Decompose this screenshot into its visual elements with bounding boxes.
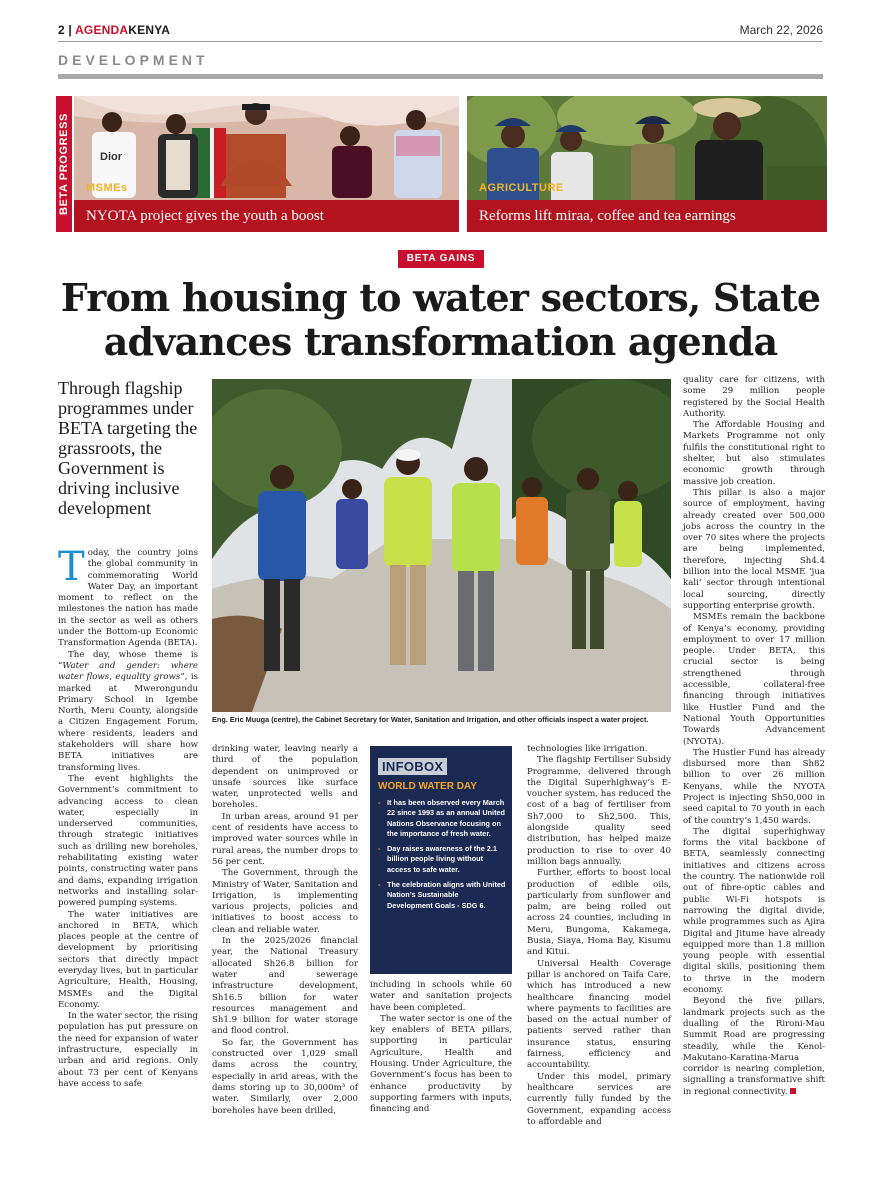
infobox-world-water-day: [370, 746, 512, 974]
infobox-subtitle: WORLD WATER DAY: [378, 781, 477, 792]
card-category-tag: MSMEs: [86, 182, 128, 194]
issue-date: March 22, 2026: [739, 23, 823, 37]
article-column-2: [212, 744, 358, 1117]
article-column-5: [683, 375, 825, 1098]
photo-caption: Eng. Eric Muuga (centre), the Cabinet Secretary for Water, Sanitation and Irrigation, and other officials inspect a water project.: [212, 715, 649, 724]
paragraph: The water sector is one of the key enablers of BETA pillars, supporting in particular Agriculture, Health and Housing. Under Agriculture, the Government’s focus has been to enhance productivity by supporting farmers with inputs, financing and: [370, 1013, 512, 1115]
section-divider: [58, 74, 823, 79]
infobox-item: - It has been observed every March 22 since 1993 as an annual United Nations Observance focusing on the importance of fresh water.: [378, 798, 506, 839]
paragraph: Under this model, primary healthcare services are currently fully funded by the Government, expanding access to affordable and: [527, 1071, 671, 1127]
paragraph: quality care for citizens, with some 29 million people registered by the Social Health Authority.: [683, 375, 825, 419]
promo-card-agriculture[interactable]: [467, 96, 827, 232]
infobox-list: [378, 798, 506, 916]
section-label: DEVELOPMENT: [58, 52, 209, 68]
article-standfirst: Through flagship programmes under BETA targeting the grassroots, the Government is driving inclusive development: [58, 378, 198, 518]
article-headline: From housing to water sectors, State advances transformation agenda: [60, 275, 821, 364]
header-divider: [58, 41, 823, 42]
paragraph: The Hustler Fund has already disbursed more than Sh82 billion to over 26 million Kenyans, while the NYOTA Project is injecting Sh50,000 in seed capital to 70 youth in each of the country’s 1,450 wards.: [683, 747, 825, 826]
article-column-3: [370, 980, 512, 1116]
paragraph: Universal Health Coverage pillar is anchored on Taifa Care, which has introduced a new healthcare financing model where payments to facilities are based on the actual number of patients served rather than insurance status, ensuring fairness, efficiency and accountability.: [527, 958, 671, 1071]
paragraph: Today, the country joins the global community in commemorating World Water Day, an important moment to reflect on the milestones the nation has made in the sector as well as others under the Bottom-up Economic Transformation Agenda (BETA).: [58, 544, 198, 649]
water-project-photo: [212, 379, 671, 712]
promo-card-msmes[interactable]: [74, 96, 459, 232]
paragraph: In urban areas, around 91 per cent of residents have access to improved water sources while in rural areas, the number drops to 56 per cent.: [212, 811, 358, 867]
tshirt-print: Dior: [100, 151, 122, 163]
paragraph: The Government, through the Ministry of Water, Sanitation and Irrigation, is implementing various projects, policies and initiatives to boost access to clean and reliable water.: [212, 868, 358, 935]
paragraph: The water initiatives are anchored in BETA, which places people at the centre of development by prioritising sectors that directly impact everyday lives, but in particular Agriculture, Health, Housing, MSMEs and the Digital Economy.: [58, 909, 198, 1010]
beta-progress-label: BETA PROGRESS: [56, 96, 72, 232]
paragraph: This pillar is also a major source of employment, having already created over 500,000 jobs across the country in the over 70 sites where the projects are being implemented, therefore, injecting Sh4.4 billion into the local MSME ‘jua kali’ sector through intentional local sourcing, directly supporting enterprise growth.: [683, 487, 825, 611]
paragraph: The digital superhighway forms the vital backbone of BETA, seamlessly connecting initiatives and citizens across the country. The nationwide roll out of fibre-optic cables and public Wi-Fi hotspots is narrowing the digital divide, while programmes such as Ajira Digital and Jitume have already equipped more than 1.8 million young people with essential digital skills, positioning them to thrive in the modern economy.: [683, 826, 825, 996]
article-kicker: BETA GAINS: [398, 250, 484, 268]
infobox-item: - Day raises awareness of the 2.1 billion people living without access to safe water.: [378, 844, 506, 875]
paragraph: Further, efforts to boost local production of edible oils, particularly from sunflower and palm, are being rolled out across 24 counties, including in Meru, Bungoma, Kakamega, Busia, Siaya, Homa Bay, Kisumu and Kitui.: [527, 868, 671, 958]
paragraph: In the 2025/2026 financial year, the National Treasury allocated Sh26.8 billion for water and sewerage infrastructure development, Sh16.5 billion for water resources management and Sh1.9 billion for water storage and flood control.: [212, 936, 358, 1037]
paragraph: The flagship Fertiliser Subsidy Programme, delivered through the Digital Superhighway’s E-voucher system, has reduced the cost of a bag of fertiliser from Sh7,000 to Sh2,500. This, alongside quality seed distribution, has helped maize production to rise to over 40 million bags annually.: [527, 755, 671, 867]
article-column-4: [527, 744, 671, 1128]
theme-quote: Water and gender: where water flows, equality grows: [58, 660, 198, 683]
article-column-1: [58, 544, 199, 1090]
paragraph: The Affordable Housing and Markets Programme not only fulfils the constitutional right to shelter, but also stimulates economic growth through massive job creation.: [683, 420, 825, 487]
end-mark-icon: [790, 1088, 796, 1094]
drop-cap: T: [58, 544, 85, 590]
paragraph: The event highlights the Government’s commitment to advancing access to clean water, especially in underserved communities, through strategic initiatives such as drilling new boreholes, rehabilitating existing water points, constructing water pans and dams, expanding irrigation networks and installing solar-powered pumping systems.: [58, 773, 198, 909]
brand-agenda: AGENDA: [75, 23, 129, 37]
page-number: 2 |: [58, 23, 76, 37]
infobox-title: INFOBOX: [378, 758, 447, 775]
brand-kenya: KENYA: [128, 23, 171, 37]
infobox-item: - The celebration aligns with United Nation’s Sustainable Development Goals - SDG 6.: [378, 880, 506, 911]
paragraph: Beyond the five pillars, landmark projects such as the dualling of the Rironi-Mau Summit Road are progressing steadily, while the Kenol-Makutano-Karatina-Marua corridor is nearing completion, signalling a transformative shift in regional connectivity.: [683, 996, 825, 1097]
paragraph: drinking water, leaving nearly a third of the population dependent on unimproved or unsafe sources like surface water, unprotected wells and boreholes.: [212, 744, 358, 811]
paragraph: MSMEs remain the backbone of Kenya’s economy, providing employment to over 17 million people. Under BETA, this crucial sector is being strengthened through accessible, collateral-free financing through initiatives like Hustler Fund and the National Youth Opportunities Towards Advancement (NYOTA).: [683, 612, 825, 747]
paragraph: including in schools while 60 water and sanitation projects have been completed.: [370, 980, 512, 1013]
card-headline[interactable]: NYOTA project gives the youth a boost: [74, 200, 459, 232]
paragraph: In the water sector, the rising population has put pressure on the need for expansion of water infrastructure, especially in urban and arid regions. Only about 73 per cent of Kenyans have access to safe: [58, 1011, 198, 1089]
paragraph: So far, the Government has constructed over 1,029 small dams across the country, especially in arid areas, with the dams storing up to 30,000m³ of water. Similarly, over 2,000 boreholes have been drilled,: [212, 1037, 358, 1116]
masthead: [58, 23, 170, 37]
paragraph: The day, whose theme is “Water and gender: where water flows, equality grows”, is marked at Mwerongundu Primary School in Igembe North, Meru County, alongside a Citizen Engagement Forum, where residents, leaders and stakeholders will share how BETA initiatives are transforming lives.: [58, 649, 199, 773]
card-category-tag: AGRICULTURE: [479, 182, 564, 194]
paragraph: technologies like irrigation.: [527, 744, 648, 754]
card-headline[interactable]: Reforms lift miraa, coffee and tea earnings: [467, 200, 827, 232]
